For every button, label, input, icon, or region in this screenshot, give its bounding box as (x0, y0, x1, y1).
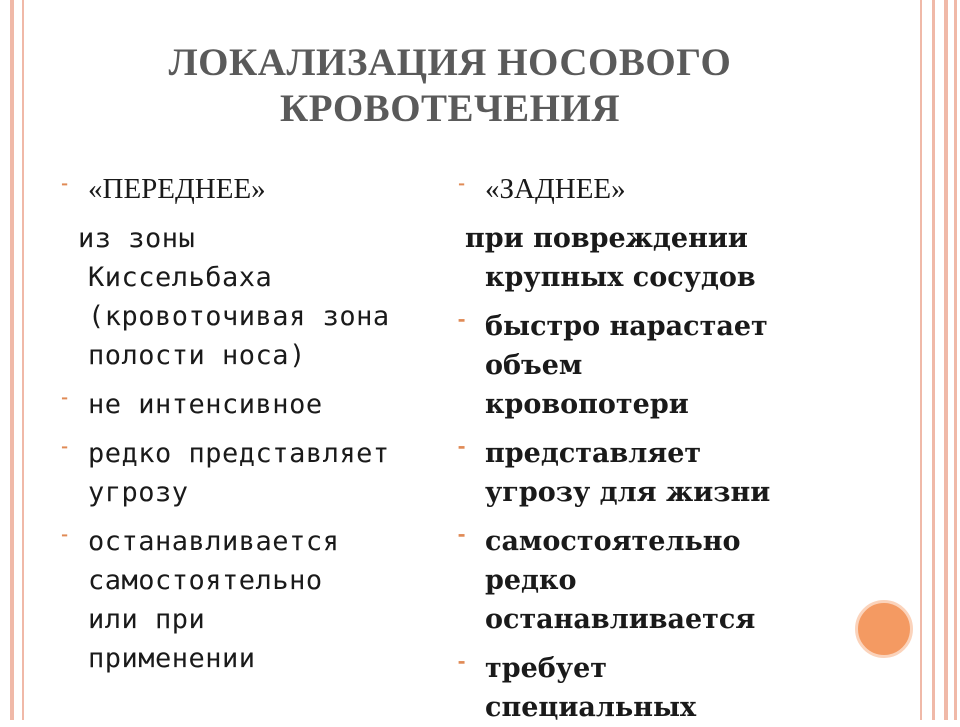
slide-title (60, 40, 840, 132)
list-item: ⁃ быстро нарастает объем кровопотери (455, 307, 835, 424)
posterior-column (455, 170, 835, 727)
bullet-icon: ⁃ (457, 311, 466, 332)
title-line: КРОВОТЕЧЕНИЯ (279, 87, 621, 130)
frame-stripe (22, 0, 24, 720)
bullet-icon: ⁃ (60, 438, 70, 459)
frame-stripe (932, 0, 935, 720)
description: крупных сосудов (485, 262, 756, 293)
description: из зоны (78, 223, 196, 254)
list-item: ⁃ не интенсивное (58, 385, 428, 424)
list-item: ⁃ представляет угрозу для жизни (455, 434, 835, 512)
title-line: ЛОКАЛИЗАЦИЯ НОСОВОГО (168, 41, 732, 84)
bullet-icon: ⁃ (457, 438, 466, 459)
description: при повреждении (465, 223, 748, 254)
frame-stripe (920, 0, 922, 720)
bullet-icon: ⁃ (457, 653, 466, 674)
list-item: ⁃ редко представляет угрозу (58, 434, 428, 512)
frame-stripe (954, 0, 957, 720)
bullet-icon: ⁃ (60, 389, 70, 410)
column-heading: ⁃ «ПЕРЕДНЕЕ» (58, 170, 428, 209)
frame-stripe (944, 0, 948, 720)
decorative-circle (855, 600, 913, 658)
bullet-icon: ⁃ (60, 526, 70, 547)
list-item: ⁃ самостоятельно редко останавливается (455, 522, 835, 639)
column-heading: ⁃ «ЗАДНЕЕ» (455, 170, 835, 209)
bullet-icon: ⁃ (60, 175, 69, 195)
frame-stripe (10, 0, 14, 720)
anterior-column (58, 170, 428, 678)
list-item: ⁃ требует специальных (455, 649, 835, 727)
bullet-icon: ⁃ (457, 175, 466, 195)
bullet-icon: ⁃ (457, 526, 466, 547)
list-item: ⁃ останавливается самостоятельно или при применении (58, 522, 428, 678)
description: Киссельбаха (кровоточивая зона полости носа) (88, 262, 390, 371)
